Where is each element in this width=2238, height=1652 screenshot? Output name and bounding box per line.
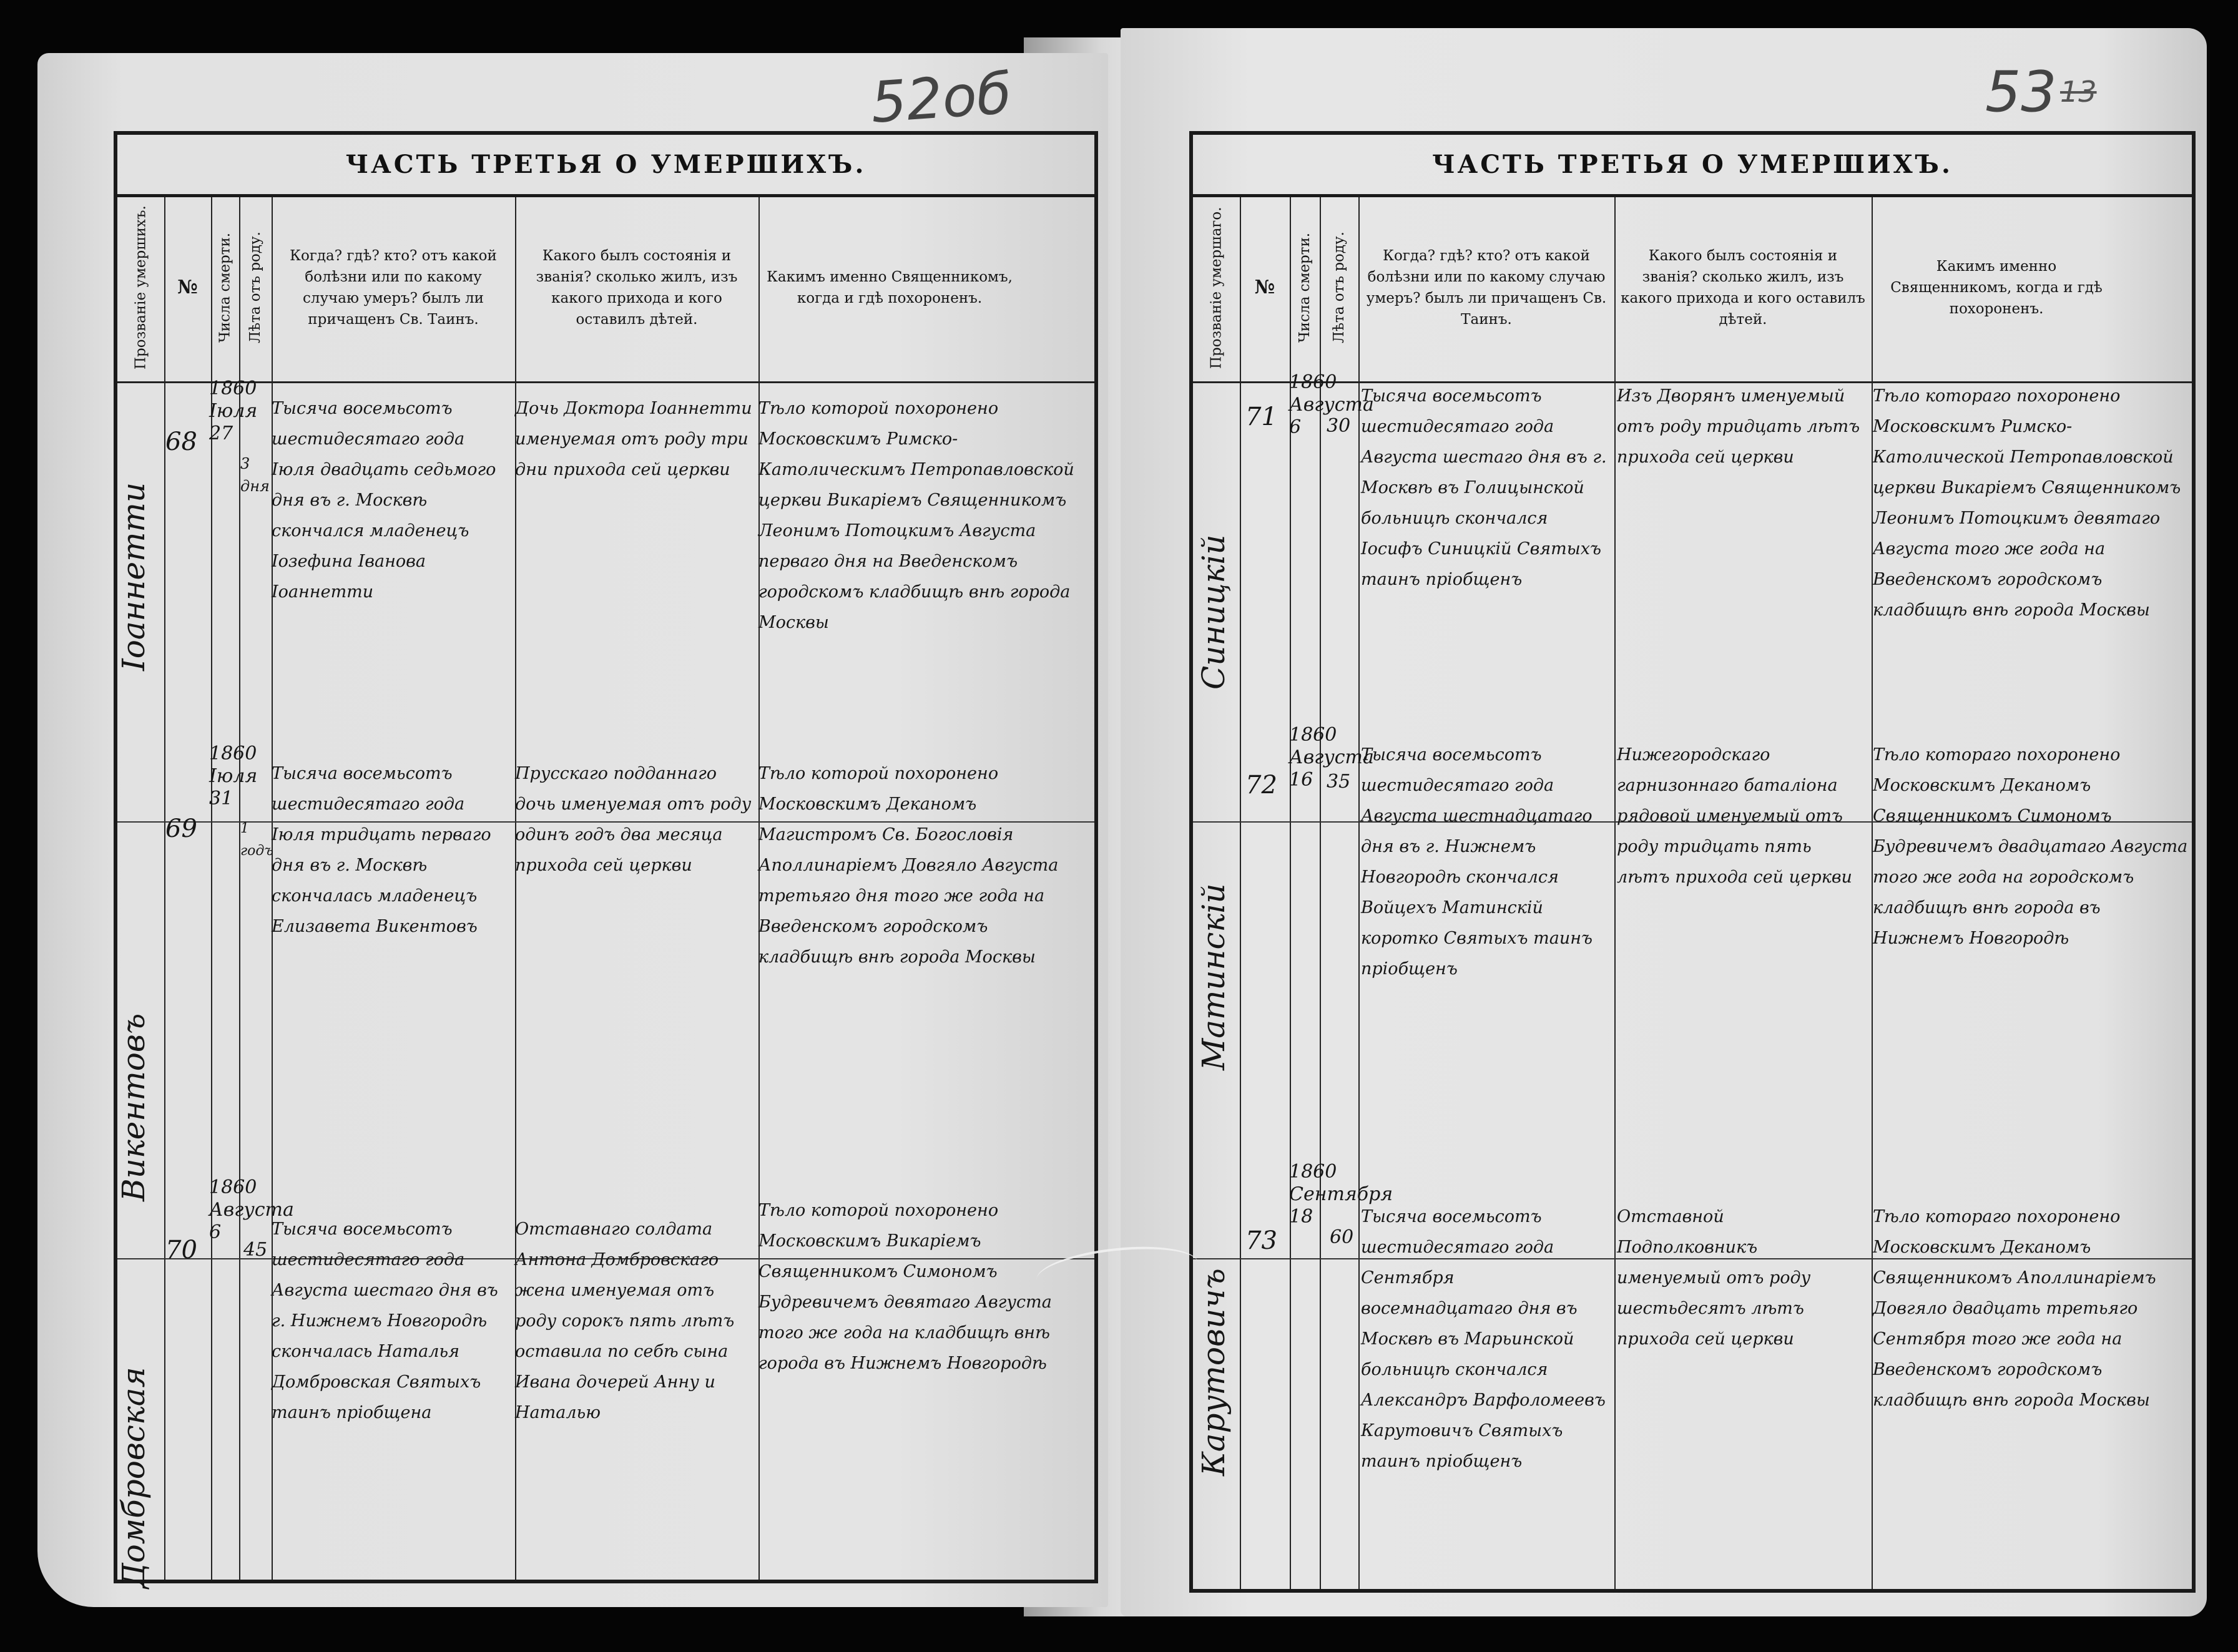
entry-burial: Тѣло которой похоронено Московскимъ Викаріемъ Священникомъ Симономъ Будревичемъ девятаго Августа того же года на кладбищѣ внѣ города въ Нижнемъ Новгородѣ [758,1201,1052,1373]
folio-left: 52об [868,61,1014,136]
entry-surname: Викентовъ [115,1013,152,1201]
entry-age: 30 [1327,415,1351,437]
entry-age: 1 годъ [240,821,273,859]
entry-surname: Домбровская [115,1367,152,1588]
entry-date: 1860 Сентября 18 [1289,1161,1393,1228]
entry-age: 45 [243,1239,268,1261]
folio-right-old: 13 [2060,75,2097,109]
hdr-status: Какого былъ состоянія и званія? сколько жилъ, изъ какого прихода и кого оставилъ дѣтей. [536,248,738,328]
entry-date: 1860 Августа 16 [1289,724,1374,791]
entry-date: 1860 Іюля 27 [209,378,258,444]
entry-when-where: Тысяча восемьсотъ шестидесятаго года Сентября восемнадцатаго дня въ Москвѣ въ Марьинской больницѣ скончался Александръ Варфоломеевъ Карутовичъ Святыхъ таинъ пріобщенъ [1361,1207,1606,1471]
left-section-title: ЧАСТЬ ТРЕТЬЯ О УМЕРШИХЪ. [117,135,1094,197]
entry-surname: Карутовичъ [1195,1268,1232,1476]
entry-age: 60 [1330,1226,1354,1248]
entry-burial: Тѣло котораго похоронено Московскимъ Деканомъ Священникомъ Симономъ Будревичемъ двадцатаго Августа того же года на городскомъ кладбищѣ внѣ города въ Нижнемъ Новгородѣ [1873,745,2188,948]
hdr-when-where: Когда? гдѣ? кто? отъ какой болѣзни или по какому случаю умеръ? былъ ли причащенъ Св. Таинъ. [1366,248,1607,328]
entry-burial: Тѣло которой похоронено Московскимъ Деканомъ Магистромъ Св. Богословія Аполлинаріемъ Довгяло Августа третьяго дня того же года на Введенскомъ городскомъ кладбищѣ внѣ города Москвы [758,764,1059,967]
entry-date: 1860 Іюля 31 [209,743,258,809]
right-page [1121,28,2207,1616]
entry-status: Отставнаго солдата Антона Домбровскаго жена именуемая отъ роду сорокъ пять лѣтъ оставила по себѣ сына Ивана дочерей Анну и Наталью [515,1219,735,1422]
entry-when-where: Тысяча восемьсотъ шестидесятаго года Августа шестаго дня въ г. Нижнемъ Новгородѣ скончалась Наталья Домбровская Святыхъ таинъ пріобщена [272,1219,498,1422]
entry-number: 71 [1245,403,1277,431]
entry-surname: Іоаннетти [115,482,152,671]
hdr-burial: Какимъ именно Священникомъ, когда и гдѣ похороненъ. [767,269,1013,306]
hdr-age: Лѣта отъ роду. [247,232,263,344]
entry-when-where: Тысяча восемьсотъ шестидесятаго года Іюля тридцать перваго дня въ г. Москвѣ скончалась младенецъ Елизавета Викентовъ [272,764,491,936]
entry-surname: Матинскій [1195,883,1232,1070]
entry-age: 35 [1327,771,1351,793]
entry-status: Отставной Подполковникъ именуемый отъ роду шестьдесятъ лѣтъ прихода сей церкви [1617,1207,1811,1349]
entry-date: 1860 Августа 6 [1289,371,1374,438]
entry-number: 68 [165,428,197,456]
entry-age: 3 дня [240,455,270,495]
col-number [164,197,212,1580]
entry-number: 69 [165,814,197,843]
hdr-age: Лѣта отъ роду. [1331,232,1347,344]
entry-when-where: Тысяча восемьсотъ шестидесятаго года Августа шестнадцатаго дня въ г. Нижнемъ Новгородѣ скончался Войцехъ Матинскій коротко Святыхъ таинъ пріобщенъ [1361,745,1593,979]
entry-number: 72 [1245,771,1277,799]
hdr-surname: Прозваніе умершихъ. [132,205,149,370]
hdr-burial: Какимъ именно Священникомъ, когда и гдѣ похороненъ. [1890,258,2103,317]
hdr-surname: Прозваніе умершаго. [1208,207,1225,369]
entry-burial: Тѣло котораго похоронено Московскимъ Деканомъ Священникомъ Аполлинаріемъ Довгяло двадцать третьяго Сентября того же года на Введенскомъ городскомъ кладбищѣ внѣ города Москвы [1873,1207,2156,1410]
hdr-number: № [1254,276,1275,298]
left-page [37,53,1108,1607]
hdr-date: Числа смерти. [217,232,233,343]
entry-surname: Синицкій [1195,534,1232,690]
entry-status: Нижегородскаго гарнизоннаго баталіона рядовой именуемый отъ роду тридцать пять лѣтъ прихода сей церкви [1617,745,1852,887]
hdr-date: Числа смерти. [1297,232,1313,343]
hdr-number: № [177,276,198,298]
hdr-when-where: Когда? гдѣ? кто? отъ какой болѣзни или по какому случаю умеръ? былъ ли причащенъ Св. Таинъ. [290,248,497,328]
entry-date: 1860 Августа 6 [209,1176,294,1243]
folio-right: 53 [1985,59,2057,125]
entry-when-where: Тысяча восемьсотъ шестидесятаго года Іюля двадцать седьмого дня въ г. Москвѣ скончался младенецъ Іозефина Іванова Іоаннетти [272,399,496,602]
entry-status: Изъ Дворянъ именуемый отъ роду тридцать лѣтъ прихода сей церкви [1617,386,1860,467]
hdr-status: Какого былъ состоянія и званія? сколько жилъ, изъ какого прихода и кого оставилъ дѣтей. [1621,248,1865,328]
entry-when-where: Тысяча восемьсотъ шестидесятаго года Августа шестаго дня въ г. Москвѣ въ Голицынской больницѣ скончался Іосифъ Синицкій Святыхъ таинъ пріобщенъ [1361,386,1607,589]
entry-number: 70 [165,1236,197,1264]
entry-burial: Тѣло котораго похоронено Московскимъ Римско-Католической Петропавловской церкви Викаріемъ Священникомъ Леонимъ Потоцкимъ девятаго Августа того же года на Введенскомъ городскомъ кладбищѣ внѣ города Москвы [1873,386,2181,620]
entry-number: 73 [1245,1226,1277,1255]
entry-status: Прусскаго подданнаго дочь именуемая отъ роду одинъ годъ два месяца прихода сей церкви [515,764,752,875]
right-section-title: ЧАСТЬ ТРЕТЬЯ О УМЕРШИХЪ. [1193,135,2192,197]
entry-status: Дочь Доктора Іоаннетти именуемая отъ роду три дни прихода сей церкви [515,399,752,479]
entry-burial: Тѣло которой похоронено Московскимъ Римско-Католическимъ Петропавловской церкви Викаріемъ Священникомъ Леонимъ Потоцкимъ Августа перваго дня на Введенскомъ городскомъ кладбищѣ внѣ города Москвы [758,399,1074,632]
